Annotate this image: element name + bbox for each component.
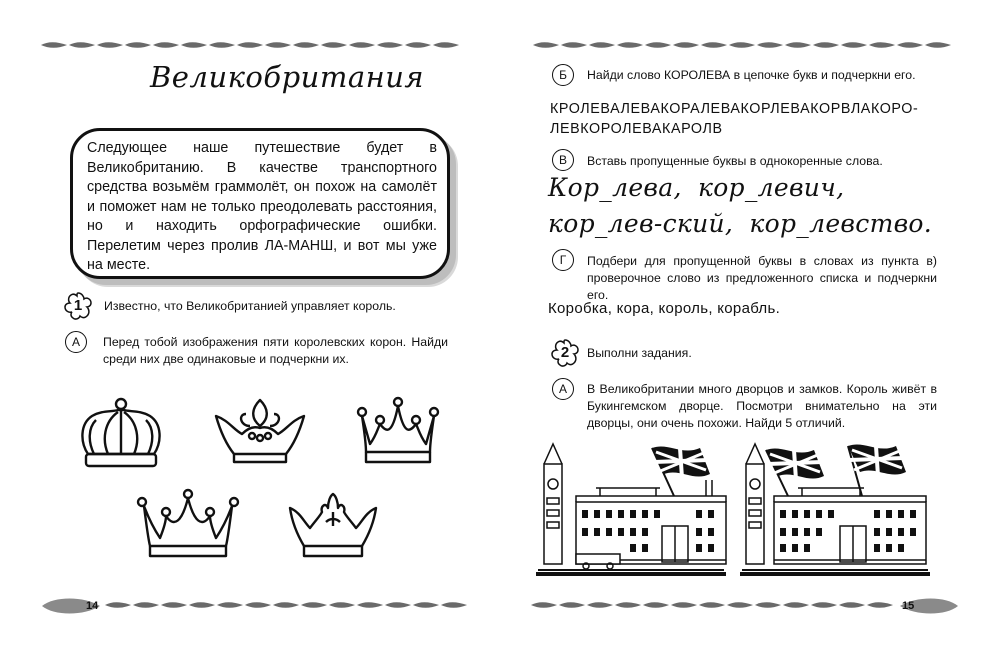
ornament-leaf-icon: [533, 42, 559, 48]
task-v-letter: В: [552, 149, 574, 171]
ornament-leaf-icon: [433, 42, 459, 48]
palace-image-2[interactable]: [740, 440, 932, 578]
ornament-leaf-icon: [301, 602, 327, 608]
union-jack-flag-icon: [766, 448, 824, 496]
ornament-leaf-icon: [673, 42, 699, 48]
task-1-text: Известно, что Великобританией управляет король.: [104, 299, 396, 313]
ornament-leaf-icon: [97, 42, 123, 48]
ornament-leaf-icon: [839, 602, 865, 608]
ornament-leaf-icon: [321, 42, 347, 48]
ornament-leaf-icon: [841, 42, 867, 48]
ornament-leaf-icon: [405, 42, 431, 48]
task-g-letter: Г: [552, 249, 574, 271]
ornament-leaf-icon: [811, 602, 837, 608]
ornament-leaf-icon: [133, 602, 159, 608]
ornament-leaf-icon: [189, 602, 215, 608]
ornament-leaf-icon: [69, 42, 95, 48]
ornament-leaf-icon: [265, 42, 291, 48]
ornament-leaf-icon: [413, 602, 439, 608]
ornament-leaf-icon: [755, 602, 781, 608]
intro-text: Следующее наше путешествие будет в Великобританию. В качестве транспортного средства возьмём граммолёт, он похож на самолёт и поможет нам не только преодолевать расстояния, но и находить орфографические ошибки. Перелетим через пролив ЛА-МАНШ, и вот мы уже на месте.: [87, 140, 437, 273]
ornament-leaf-icon: [531, 602, 557, 608]
ornament-leaf-icon: [643, 602, 669, 608]
ornament-leaf-icon: [671, 602, 697, 608]
letter-chain: КРОЛЕВАЛЕВАКОРАЛЕВАКОРЛЕВАКОРВЛАКОРО-ЛЕВКОРОЛЕВАКАРОЛВ: [550, 101, 919, 137]
ornament-leaf-icon: [925, 42, 951, 48]
ornament-leaf-icon: [785, 42, 811, 48]
task-2-number: 2: [550, 338, 580, 368]
crown-2-icon[interactable]: [212, 396, 308, 466]
task-2-text: Выполни задания.: [587, 346, 692, 360]
ornament-top-left: [40, 40, 464, 52]
page-number: 14: [86, 600, 99, 612]
ornament-leaf-icon: [867, 602, 893, 608]
ornament-leaf-icon: [783, 602, 809, 608]
task-2a-text: В Великобритании много дворцов и замков. Король живёт в Букингемском дворце. Посмотри внимательно на эти дворцы, они очень похожи. Найди 5 отличий.: [587, 382, 937, 430]
task-1a-letter: А: [65, 331, 87, 353]
intro-box: [70, 128, 450, 279]
page-title: Великобритания: [150, 60, 425, 94]
ornament-leaf-icon: [237, 42, 263, 48]
ornament-top-right: [532, 40, 956, 52]
word-choices: Коробка, кора, король, корабль.: [548, 300, 781, 317]
ornament-leaf-icon: [727, 602, 753, 608]
ornament-leaf-icon: [441, 602, 467, 608]
ornament-leaf-icon: [869, 42, 895, 48]
cursive-words: Кор_лева, кор_левич, кор_лев-ский, кор_левство.: [548, 173, 933, 238]
ornament-leaf-icon: [161, 602, 187, 608]
ornament-leaf-icon: [209, 42, 235, 48]
task-b-text: Найди слово КОРОЛЕВА в цепочке букв и подчеркни его.: [587, 68, 916, 82]
task-b-letter: Б: [552, 64, 574, 86]
palace-image-1[interactable]: [536, 440, 728, 578]
ornament-leaf-icon: [699, 602, 725, 608]
crown-1-icon[interactable]: [78, 396, 164, 470]
ornament-leaf-icon: [757, 42, 783, 48]
ornament-leaf-icon: [273, 602, 299, 608]
ornament-leaf-icon: [181, 42, 207, 48]
ornament-leaf-icon: [589, 42, 615, 48]
ornament-leaf-icon: [377, 42, 403, 48]
ornament-leaf-icon: [293, 42, 319, 48]
ornament-leaf-icon: [701, 42, 727, 48]
ornament-leaf-icon: [245, 602, 271, 608]
right-page: [500, 0, 1000, 659]
task-v-text: Вставь пропущенные буквы в однокоренные слова.: [587, 154, 883, 168]
crown-5-icon[interactable]: [286, 492, 380, 560]
ornament-leaf-icon: [357, 602, 383, 608]
ornament-leaf-icon: [729, 42, 755, 48]
page-number: 15: [902, 600, 915, 612]
task-1-number: 1: [63, 291, 93, 321]
ornament-leaf-icon: [617, 42, 643, 48]
ornament-leaf-icon: [559, 602, 585, 608]
ornament-bottom-right: [530, 596, 958, 616]
ornament-leaf-icon: [897, 42, 923, 48]
ornament-bottom-left: [42, 596, 470, 616]
task-g-text: Подбери для пропущенной буквы в словах из пункта в) проверочное слово из предложенного списка и подчеркни его.: [587, 254, 937, 302]
task-2a-letter: А: [552, 378, 574, 400]
ornament-leaf-icon: [615, 602, 641, 608]
ornament-leaf-icon: [349, 42, 375, 48]
crown-4-icon[interactable]: [136, 488, 240, 560]
ornament-leaf-icon: [329, 602, 355, 608]
ornament-leaf-icon: [217, 602, 243, 608]
ornament-leaf-icon: [813, 42, 839, 48]
ornament-leaf-icon: [385, 602, 411, 608]
ornament-leaf-icon: [105, 602, 131, 608]
crown-3-icon[interactable]: [352, 396, 444, 466]
ornament-leaf-icon: [153, 42, 179, 48]
ornament-leaf-icon: [645, 42, 671, 48]
ornament-leaf-icon: [587, 602, 613, 608]
ornament-leaf-icon: [561, 42, 587, 48]
ornament-leaf-icon: [41, 42, 67, 48]
ornament-leaf-icon: [125, 42, 151, 48]
union-jack-flag-icon: [652, 446, 710, 496]
task-1a-text: Перед тобой изображения пяти королевских корон. Найди среди них две одинаковые и подчеркни их.: [103, 335, 448, 366]
